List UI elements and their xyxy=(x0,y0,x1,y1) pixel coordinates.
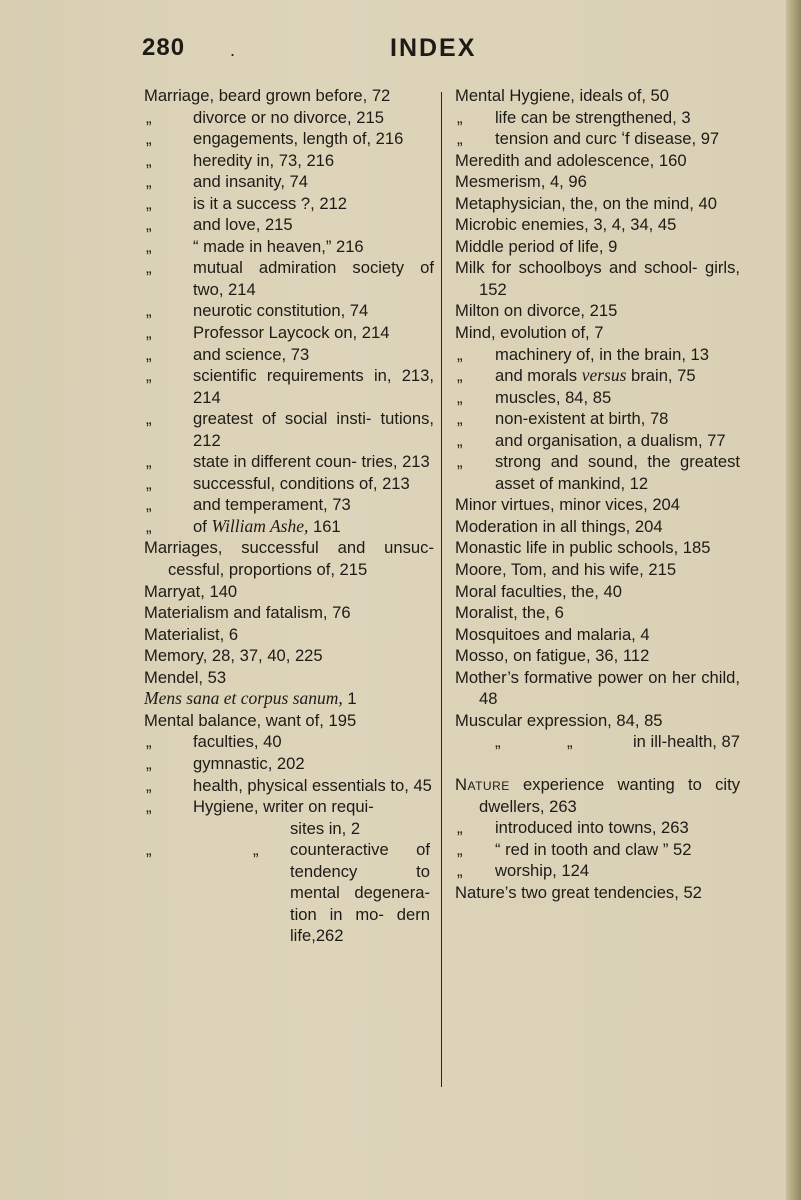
index-entry xyxy=(455,624,740,646)
entry-text: Moral faculties, the, 40 xyxy=(455,581,622,601)
index-entry xyxy=(455,559,740,581)
ditto-mark: „ xyxy=(457,387,463,407)
index-entry xyxy=(455,214,740,236)
index-entry xyxy=(144,171,434,193)
entry-italic-text: versus xyxy=(581,365,627,386)
entry-text: and insanity, 74 xyxy=(193,172,309,192)
index-entry xyxy=(455,322,740,344)
index-entry xyxy=(455,839,740,861)
entry-text: “ red in tooth and claw ” 52 xyxy=(495,839,692,859)
page-title: INDEX xyxy=(390,34,477,62)
index-entry xyxy=(144,236,434,258)
index-entry xyxy=(144,107,434,129)
entry-text: Mind, evolution of, 7 xyxy=(455,323,604,343)
index-entry xyxy=(144,408,434,451)
entry-text: Moralist, the, 6 xyxy=(455,603,564,623)
index-entry xyxy=(455,193,740,215)
entry-text: of xyxy=(193,516,212,536)
entry-text: in ill-health, 87 xyxy=(632,732,740,752)
ditto-mark: „ xyxy=(146,344,152,364)
index-entry xyxy=(455,602,740,624)
index-entry xyxy=(144,645,434,667)
entry-text: and organisation, a dualism, 77 xyxy=(495,430,726,450)
index-entry xyxy=(455,171,740,193)
entry-text: Monastic life in public schools, 185 xyxy=(455,538,711,558)
ditto-mark: „ xyxy=(146,495,152,515)
ditto-mark: „ xyxy=(146,366,152,386)
index-entry xyxy=(455,817,740,839)
entry-text: Microbic enemies, 3, 4, 34, 45 xyxy=(455,215,677,235)
index-entry xyxy=(144,128,434,150)
index-entry xyxy=(455,107,740,129)
ditto-mark: „ xyxy=(146,753,152,773)
entry-text: faculties, 40 xyxy=(193,732,282,752)
entry-text: greatest of social insti- tutions, 212 xyxy=(193,409,434,450)
entry-text: successful, conditions of, 213 xyxy=(193,473,410,493)
ditto-mark: „ xyxy=(146,516,152,536)
entry-text: neurotic constitution, 74 xyxy=(193,301,369,321)
entry-text: and morals xyxy=(495,366,582,386)
entry-text: scientific requirements in, 213, 214 xyxy=(193,366,434,407)
entry-text: Minor virtues, minor vices, 204 xyxy=(455,495,681,515)
page-number: 280 xyxy=(142,34,186,61)
index-entry xyxy=(455,300,740,322)
index-entry xyxy=(455,494,740,516)
ditto-mark: „ xyxy=(567,732,573,752)
index-entry xyxy=(455,344,740,366)
entry-text: worship, 124 xyxy=(495,861,590,881)
index-entry xyxy=(455,710,740,732)
entry-text: “ made in heaven,” 216 xyxy=(193,236,364,256)
entry-text: is it a success ?, 212 xyxy=(193,193,348,213)
index-column-right xyxy=(455,85,740,903)
index-entry xyxy=(144,753,434,775)
ditto-mark: „ xyxy=(146,732,152,752)
index-entry xyxy=(144,344,434,366)
entry-text: Materialist, 6 xyxy=(144,624,239,644)
entry-italic-text: Mens sana et corpus sanum, xyxy=(144,688,343,709)
ditto-mark: „ xyxy=(146,452,152,472)
entry-text: 1 xyxy=(342,689,357,709)
entry-text: machinery of, in the brain, 13 xyxy=(495,344,709,364)
ditto-mark: „ xyxy=(457,344,463,364)
entry-text: strong and sound, the greatest asset of mankind, 12 xyxy=(495,452,740,493)
entry-text: and temperament, 73 xyxy=(193,495,351,515)
entry-headword: Nature xyxy=(455,774,510,794)
entry-text: and love, 215 xyxy=(193,215,293,235)
index-entry xyxy=(455,667,740,710)
ditto-mark: „ xyxy=(146,258,152,278)
ditto-mark: „ xyxy=(457,129,463,149)
index-entry xyxy=(144,150,434,172)
entry-text: Muscular expression, 84, 85 xyxy=(455,710,663,730)
entry-text: Mental Hygiene, ideals of, 50 xyxy=(455,86,670,105)
ditto-mark: „ xyxy=(253,840,259,860)
ditto-mark: „ xyxy=(457,452,463,472)
index-entry xyxy=(455,731,740,753)
ditto-mark: „ xyxy=(146,150,152,170)
entry-text: Memory, 28, 37, 40, 225 xyxy=(144,646,323,666)
entry-text: tension and curc ʻf disease, 97 xyxy=(495,129,720,149)
index-entry xyxy=(455,516,740,538)
entry-italic-text: William Ashe, xyxy=(211,515,309,536)
entry-text: state in different coun- tries, 213 xyxy=(193,452,430,472)
index-entry xyxy=(144,624,434,646)
index-entry xyxy=(144,193,434,215)
index-entry xyxy=(144,451,434,473)
entry-text: mutual admiration society of two, 214 xyxy=(193,258,434,299)
index-entry xyxy=(144,710,434,732)
ditto-mark: „ xyxy=(457,366,463,386)
entry-text: Mosquitoes and malaria, 4 xyxy=(455,624,650,644)
ditto-mark: „ xyxy=(457,861,463,881)
ditto-mark: „ xyxy=(146,797,152,817)
entry-text: brain, 75 xyxy=(626,366,696,386)
index-entry xyxy=(144,537,434,580)
entry-text: engagements, length of, 216 xyxy=(193,129,404,149)
index-entry xyxy=(455,537,740,559)
index-entry xyxy=(144,300,434,322)
entry-text: Mother’s formative power on her child, 48 xyxy=(455,667,740,709)
entry-text: health, physical essentials to, 45 xyxy=(193,775,432,795)
index-entry xyxy=(144,688,434,710)
ditto-mark: „ xyxy=(457,107,463,127)
entry-text: and science, 73 xyxy=(193,344,310,364)
index-entry xyxy=(144,602,434,624)
entry-text: muscles, 84, 85 xyxy=(495,387,612,407)
entry-text: Marryat, 140 xyxy=(144,581,238,601)
ditto-mark: „ xyxy=(146,107,152,127)
entry-text: non-existent at birth, 78 xyxy=(495,409,669,429)
index-entry xyxy=(144,796,434,818)
index-entry xyxy=(455,408,740,430)
ditto-mark: „ xyxy=(146,473,152,493)
index-entry xyxy=(144,731,434,753)
ditto-mark: „ xyxy=(146,193,152,213)
entry-text: Mendel, 53 xyxy=(144,667,227,687)
index-entry xyxy=(455,236,740,258)
index-entry xyxy=(455,365,740,387)
header-dot: . xyxy=(230,40,236,60)
entry-text: Middle period of life, 9 xyxy=(455,236,618,256)
index-entry xyxy=(455,645,740,667)
ditto-mark: „ xyxy=(457,839,463,859)
index-entry xyxy=(455,882,740,904)
entry-text: Mental balance, want of, 195 xyxy=(144,710,357,730)
index-column-left xyxy=(144,85,434,947)
entry-text: experience wanting to city dwellers, 263 xyxy=(479,774,740,816)
entry-text: Marriages, successful and unsuc- cessful, proportions of, 215 xyxy=(144,538,434,580)
index-entry xyxy=(455,451,740,494)
index-entry xyxy=(144,516,434,538)
entry-text: sites in, 2 xyxy=(290,818,361,838)
index-entry xyxy=(144,322,434,344)
entry-text: Milk for schoolboys and school- girls, 152 xyxy=(455,258,740,299)
index-entry xyxy=(144,581,434,603)
index-entry xyxy=(455,257,740,300)
index-entry xyxy=(144,775,434,797)
index-entry xyxy=(144,257,434,300)
ditto-mark: „ xyxy=(146,236,152,256)
ditto-mark: „ xyxy=(457,818,463,838)
entry-text: Milton on divorce, 215 xyxy=(455,301,618,321)
index-entry xyxy=(144,818,430,840)
index-entry xyxy=(455,774,740,817)
ditto-mark: „ xyxy=(146,172,152,192)
ditto-mark: „ xyxy=(457,430,463,450)
entry-text: heredity in, 73, 216 xyxy=(193,150,335,170)
index-entry xyxy=(144,85,434,107)
entry-text: Moderation in all things, 204 xyxy=(455,516,663,536)
entry-text: Meredith and adolescence, 160 xyxy=(455,150,687,170)
index-entry xyxy=(144,494,434,516)
page-header xyxy=(0,34,786,74)
ditto-mark: „ xyxy=(495,732,501,752)
index-entry xyxy=(144,473,434,495)
ditto-mark: „ xyxy=(146,409,152,429)
ditto-mark: „ xyxy=(457,409,463,429)
page-edge xyxy=(786,0,801,1200)
index-entry xyxy=(455,85,740,107)
ditto-mark: „ xyxy=(146,840,152,860)
ditto-mark: „ xyxy=(146,775,152,795)
entry-text: gymnastic, 202 xyxy=(193,753,305,773)
index-entry xyxy=(455,150,740,172)
entry-text: counteractive of tendency to mental degenera- tion in mo- dern life,262 xyxy=(290,840,430,946)
index-entry xyxy=(455,430,740,452)
index-entry xyxy=(144,667,434,689)
entry-text: Professor Laycock on, 214 xyxy=(193,323,390,343)
entry-text: Marriage, beard grown before, 72 xyxy=(144,86,391,105)
ditto-mark: „ xyxy=(146,323,152,343)
entry-text: Hygiene, writer on requi- xyxy=(193,797,374,817)
entry-text: 161 xyxy=(308,516,341,536)
index-entry xyxy=(144,214,434,236)
index-entry xyxy=(455,128,740,150)
index-entry xyxy=(144,365,434,408)
index-entry xyxy=(455,581,740,603)
entry-text: Mesmerism, 4, 96 xyxy=(455,172,587,192)
entry-text: life can be strengthened, 3 xyxy=(495,107,691,127)
entry-text: Nature’s two great tendencies, 52 xyxy=(455,882,702,902)
index-entry xyxy=(144,839,430,947)
column-divider xyxy=(441,92,442,1087)
ditto-mark: „ xyxy=(146,215,152,235)
index-entry xyxy=(455,387,740,409)
ditto-mark: „ xyxy=(146,129,152,149)
entry-text: introduced into towns, 263 xyxy=(495,818,689,838)
entry-text: Moore, Tom, and his wife, 215 xyxy=(455,560,677,580)
entry-text: Metaphysician, the, on the mind, 40 xyxy=(455,193,717,213)
index-entry xyxy=(455,860,740,882)
entry-text: divorce or no divorce, 215 xyxy=(193,107,384,127)
ditto-mark: „ xyxy=(146,301,152,321)
entry-text: Materialism and fatalism, 76 xyxy=(144,603,351,623)
entry-text: Mosso, on fatigue, 36, 112 xyxy=(455,646,650,666)
